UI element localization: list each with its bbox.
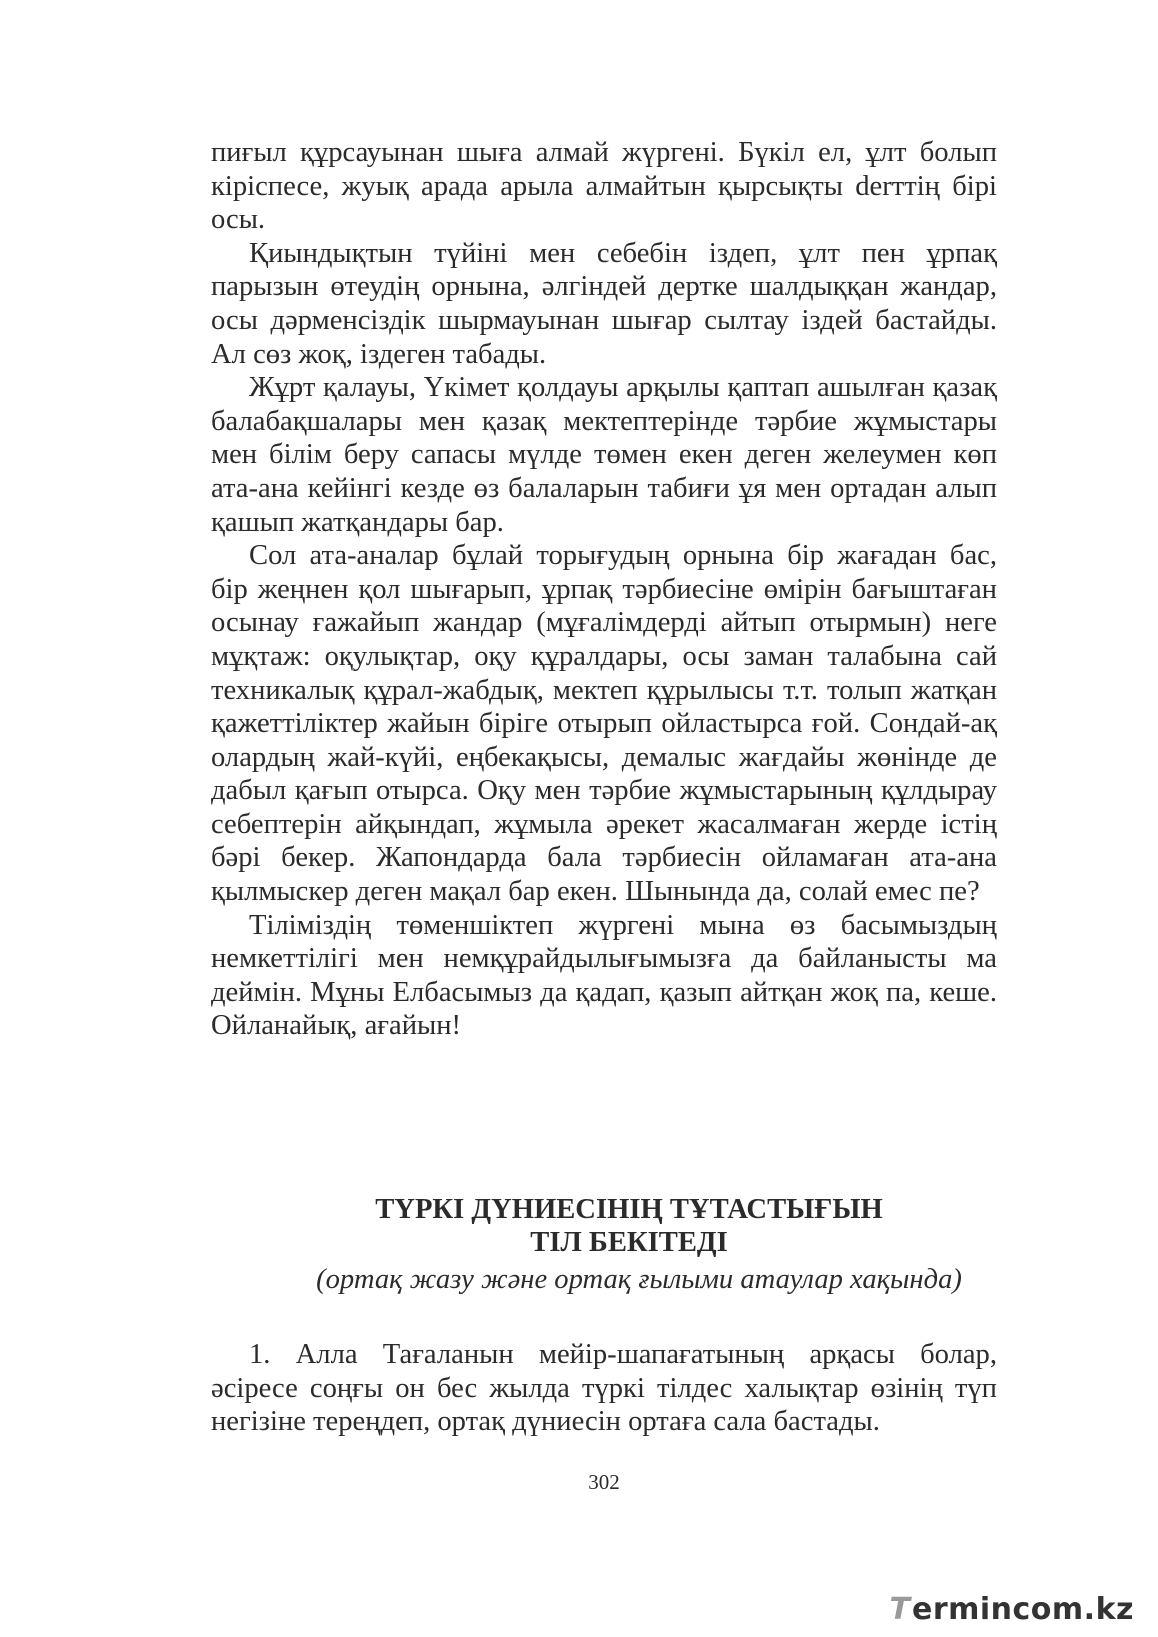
heading-subtitle: (ортақ жазу және ортақ ғылыми атаулар хақында): [316, 1264, 962, 1295]
watermark-text: ermincom.kz: [911, 1591, 1134, 1627]
heading-line-1: ТҮРКІ ДҮНИЕСІНІҢ ТҰТАСТЫҒЫН: [375, 1194, 883, 1225]
watermark-logo-icon: T: [889, 1591, 910, 1627]
paragraph-1: пиғыл құрсауынан шыға алмай жүргені. Бүкіл ел, ұлт болып кіріспесе, жуық арада арыла алмайтын қырсықты derттің бірі осы.: [211, 137, 997, 236]
paragraph-4: Сол ата-аналар бұлай торығудың орнына бір жағадан бас, бір жеңнен қол шығарып, ұрпақ тәрбиесіне өмірін бағыштаған осынау ғажайып жандар (мұғалімдерді айтып отырмын) неге мұқтаж: оқулықтар, оқу құралдары, осы заман талабына сай техникалық құрал-жабдық, мектеп құрылысы т.т. толып жатқан қажеттіліктер жайын бірігe отырып ойластырса ғой. Сондай-ақ олардың жай-күйі, еңбекақысы, демалыс жағдайы жөнінде де дабыл қағып отырса. Оқу мен тәрбие жұмыстарының құлдырау себептерін айқындап, жұмыла әрекет жасалмаған жерде істің бәрі бекер. Жапондарда бала тәрбиесін ойламаған ата-ана қылмыскер деген мақал бар екен. Шынында да, солай емес пе?: [211, 540, 997, 908]
page-number: 302: [588, 1470, 620, 1494]
paragraph-5: Тіліміздің төменшіктеп жүргені мына өз басымыздың немкеттілігі мен немқұрайдылығымызға да байланысты ма деймін. Мұны Елбасымыз да қадап, қазып айтқан жоқ па, кеше. Ойланайық, ағайын!: [211, 909, 997, 1042]
numbered-paragraph-1: 1. Алла Тағаланын мейір-шапағатының арқасы болар, әсіресе соңғы он бес жылда түркі тілдес халықтар өзінің түп негізіне тереңдеп, ортақ дүниесін ортаға сала бастады.: [211, 1339, 997, 1438]
paragraph-2: Қиындықтын түйіні мен себебін іздеп, ұлт пен ұрпақ парызын өтеудің орнына, әлгіндей дертке шалдыққан жандар, осы дәрменсіздік шырмауынан шығар сылтау іздей бастайды. Ал сөз жоқ, іздеген табады.: [211, 237, 997, 370]
heading-line-2: ТІЛ БЕКІТЕДІ: [530, 1227, 728, 1258]
section-body: [211, 1338, 997, 1439]
body-text: [211, 136, 997, 1043]
section-heading: [211, 1193, 997, 1296]
site-watermark: [890, 1589, 1134, 1629]
paragraph-3: Жұрт қалауы, Үкімет қолдауы арқылы қаптап ашылған қазақ балабақшалары мен қазақ мектептерінде тәрбие жұмыстары мен білім беру сапасы мүлде төмен екен деген желеумен көп ата-ана кейінгі кезде өз балаларын табиғи ұя мен ортадан алып қашып жатқандары бар.: [211, 372, 997, 538]
